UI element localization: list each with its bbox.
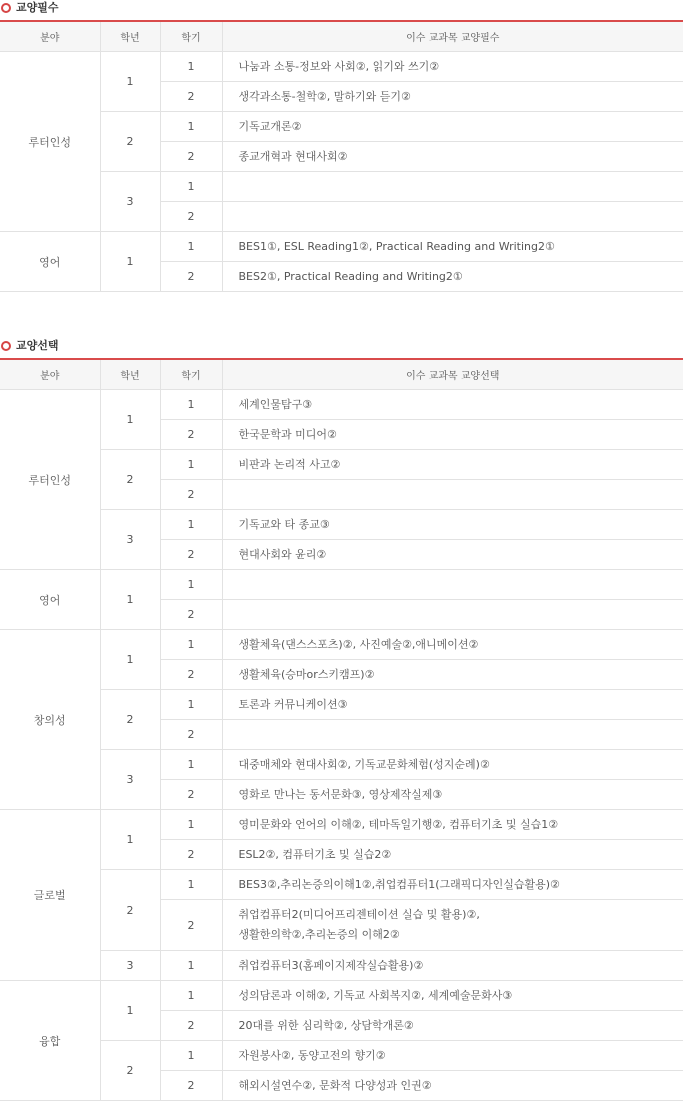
table-row xyxy=(0,510,683,540)
subject-cell xyxy=(222,690,683,720)
semester-cell: 1 xyxy=(160,951,222,981)
table-row xyxy=(0,1041,683,1071)
semester-cell: 2 xyxy=(160,1071,222,1101)
table-row xyxy=(0,112,683,142)
grade-cell: 2 xyxy=(100,1041,160,1101)
field-cell: 영어 xyxy=(0,232,100,292)
course-list: 토론과 커뮤니케이션③ xyxy=(238,697,348,711)
semester-cell: 2 xyxy=(160,900,222,951)
table-row xyxy=(0,951,683,981)
semester-cell: 1 xyxy=(160,172,222,202)
course-list: 종교개혁과 현대사회② xyxy=(238,149,348,163)
field-cell: 영어 xyxy=(0,570,100,630)
subject-cell xyxy=(222,172,683,202)
course-list: 영미문화와 언어의 이해②, 테마독일기행②, 컴퓨터기초 및 실습1② xyxy=(238,817,559,831)
table-header-row xyxy=(0,359,683,390)
semester-cell: 1 xyxy=(160,810,222,840)
subject-cell xyxy=(222,600,683,630)
subject-cell xyxy=(222,202,683,232)
course-list: 비판과 논리적 사고② xyxy=(238,457,341,471)
course-list-continued: 생활한의학②,추리논증의 이해2② xyxy=(238,928,400,941)
subject-cell xyxy=(222,420,683,450)
subject-header: 이수 교과목 교양필수 xyxy=(222,21,683,52)
semester-cell: 1 xyxy=(160,510,222,540)
subject-cell xyxy=(222,112,683,142)
subject-cell xyxy=(222,480,683,510)
field-header: 분야 xyxy=(0,21,100,52)
curriculum-table xyxy=(0,358,683,1101)
grade-header: 학년 xyxy=(100,359,160,390)
subject-cell xyxy=(222,750,683,780)
subject-cell xyxy=(222,810,683,840)
course-list: 영화로 만나는 동서문화③, 영상제작실제③ xyxy=(238,787,443,801)
course-list: 20대를 위한 심리학②, 상담학개론② xyxy=(238,1018,414,1032)
semester-cell: 2 xyxy=(160,1011,222,1041)
semester-cell: 1 xyxy=(160,390,222,420)
subject-cell xyxy=(222,900,683,951)
subject-cell xyxy=(222,840,683,870)
grade-cell: 3 xyxy=(100,750,160,810)
grade-cell: 1 xyxy=(100,630,160,690)
course-list: 성의담론과 이해②, 기독교 사회복지②, 세계예술문화사③ xyxy=(238,988,513,1002)
grade-cell: 2 xyxy=(100,450,160,510)
subject-cell xyxy=(222,510,683,540)
table-row xyxy=(0,690,683,720)
subject-cell xyxy=(222,1011,683,1041)
grade-cell: 1 xyxy=(100,390,160,450)
semester-header: 학기 xyxy=(160,359,222,390)
subject-cell xyxy=(222,780,683,810)
grade-cell: 1 xyxy=(100,810,160,870)
course-list: BES2①, Practical Reading and Writing2① xyxy=(238,269,463,283)
table-header-row xyxy=(0,21,683,52)
section-title-text: 교양선택 xyxy=(16,339,59,352)
section-title-text: 교양필수 xyxy=(16,1,59,14)
semester-header: 학기 xyxy=(160,21,222,52)
grade-cell: 2 xyxy=(100,870,160,951)
course-list: 생각과소통-철학②, 말하기와 듣기② xyxy=(238,89,411,103)
subject-cell xyxy=(222,870,683,900)
field-cell: 융합 xyxy=(0,981,100,1101)
subject-cell xyxy=(222,720,683,750)
semester-cell: 2 xyxy=(160,82,222,112)
semester-cell: 1 xyxy=(160,52,222,82)
curriculum-table xyxy=(0,20,683,292)
semester-cell: 1 xyxy=(160,450,222,480)
subject-cell xyxy=(222,1041,683,1071)
semester-cell: 2 xyxy=(160,840,222,870)
table-row xyxy=(0,630,683,660)
course-list: 해외시설연수②, 문화적 다양성과 인권② xyxy=(238,1078,432,1092)
semester-cell: 2 xyxy=(160,540,222,570)
grade-cell: 3 xyxy=(100,951,160,981)
field-cell: 창의성 xyxy=(0,630,100,810)
grade-cell: 1 xyxy=(100,232,160,292)
semester-cell: 2 xyxy=(160,142,222,172)
subject-cell xyxy=(222,390,683,420)
course-list: BES1①, ESL Reading1②, Practical Reading and Writing2① xyxy=(238,239,555,253)
semester-cell: 2 xyxy=(160,660,222,690)
subject-cell xyxy=(222,981,683,1011)
semester-cell: 2 xyxy=(160,720,222,750)
semester-cell: 1 xyxy=(160,232,222,262)
table-row xyxy=(0,870,683,900)
grade-cell: 3 xyxy=(100,510,160,570)
field-cell: 루터인성 xyxy=(0,390,100,570)
course-list: 한국문학과 미디어② xyxy=(238,427,337,441)
semester-cell: 1 xyxy=(160,750,222,780)
subject-cell xyxy=(222,660,683,690)
semester-cell: 1 xyxy=(160,981,222,1011)
course-list: 세계인물탐구③ xyxy=(238,397,313,411)
semester-cell: 2 xyxy=(160,420,222,450)
semester-cell: 1 xyxy=(160,690,222,720)
semester-cell: 2 xyxy=(160,600,222,630)
section-title xyxy=(0,338,685,358)
circle-bullet-icon xyxy=(1,341,11,351)
course-list: 생활체육(승마or스키캠프)② xyxy=(238,667,375,681)
table-row xyxy=(0,52,683,82)
subject-cell xyxy=(222,262,683,292)
subject-cell xyxy=(222,570,683,600)
subject-cell xyxy=(222,450,683,480)
course-list: 나눔과 소통-정보와 사회②, 읽기와 쓰기② xyxy=(238,59,440,73)
course-list: 취업컴퓨터2(미디어프리젠테이션 실습 및 활용)②, xyxy=(238,908,480,921)
table-row xyxy=(0,570,683,600)
subject-cell xyxy=(222,82,683,112)
field-cell: 글로벌 xyxy=(0,810,100,981)
course-list: 취업컴퓨터3(홈페이지제작실습활용)② xyxy=(238,958,424,972)
grade-cell: 2 xyxy=(100,112,160,172)
semester-cell: 2 xyxy=(160,480,222,510)
course-list: 대중매체와 현대사회②, 기독교문화체험(성지순례)② xyxy=(238,757,490,771)
course-list: 생활체육(댄스스포츠)②, 사진예술②,애니메이션② xyxy=(238,637,479,651)
grade-cell: 1 xyxy=(100,570,160,630)
course-list: 현대사회와 윤리② xyxy=(238,547,327,561)
grade-cell: 1 xyxy=(100,52,160,112)
grade-header: 학년 xyxy=(100,21,160,52)
semester-cell: 1 xyxy=(160,570,222,600)
grade-cell: 3 xyxy=(100,172,160,232)
circle-bullet-icon xyxy=(1,3,11,13)
subject-cell xyxy=(222,630,683,660)
section-title xyxy=(0,0,685,20)
subject-cell xyxy=(222,1071,683,1101)
table-row xyxy=(0,981,683,1011)
semester-cell: 2 xyxy=(160,262,222,292)
subject-cell xyxy=(222,540,683,570)
course-list: 기독교와 타 종교③ xyxy=(238,517,330,531)
semester-cell: 1 xyxy=(160,1041,222,1071)
subject-cell xyxy=(222,232,683,262)
table-row xyxy=(0,810,683,840)
course-list: ESL2②, 컴퓨터기초 및 실습2② xyxy=(238,847,392,861)
course-list: 자원봉사②, 동양고전의 향기② xyxy=(238,1048,386,1062)
table-row xyxy=(0,172,683,202)
semester-cell: 1 xyxy=(160,630,222,660)
semester-cell: 1 xyxy=(160,112,222,142)
table-row xyxy=(0,450,683,480)
course-list: BES3②,추리논증의이해1②,취업컴퓨터1(그래픽디자인실습활용)② xyxy=(238,877,560,891)
semester-cell: 2 xyxy=(160,202,222,232)
subject-cell xyxy=(222,951,683,981)
grade-cell: 2 xyxy=(100,690,160,750)
field-header: 분야 xyxy=(0,359,100,390)
table-row xyxy=(0,390,683,420)
grade-cell: 1 xyxy=(100,981,160,1041)
table-row xyxy=(0,232,683,262)
subject-cell xyxy=(222,142,683,172)
table-row xyxy=(0,750,683,780)
subject-cell xyxy=(222,52,683,82)
course-list: 기독교개론② xyxy=(238,119,302,133)
semester-cell: 2 xyxy=(160,780,222,810)
field-cell: 루터인성 xyxy=(0,52,100,232)
subject-header: 이수 교과목 교양선택 xyxy=(222,359,683,390)
semester-cell: 1 xyxy=(160,870,222,900)
